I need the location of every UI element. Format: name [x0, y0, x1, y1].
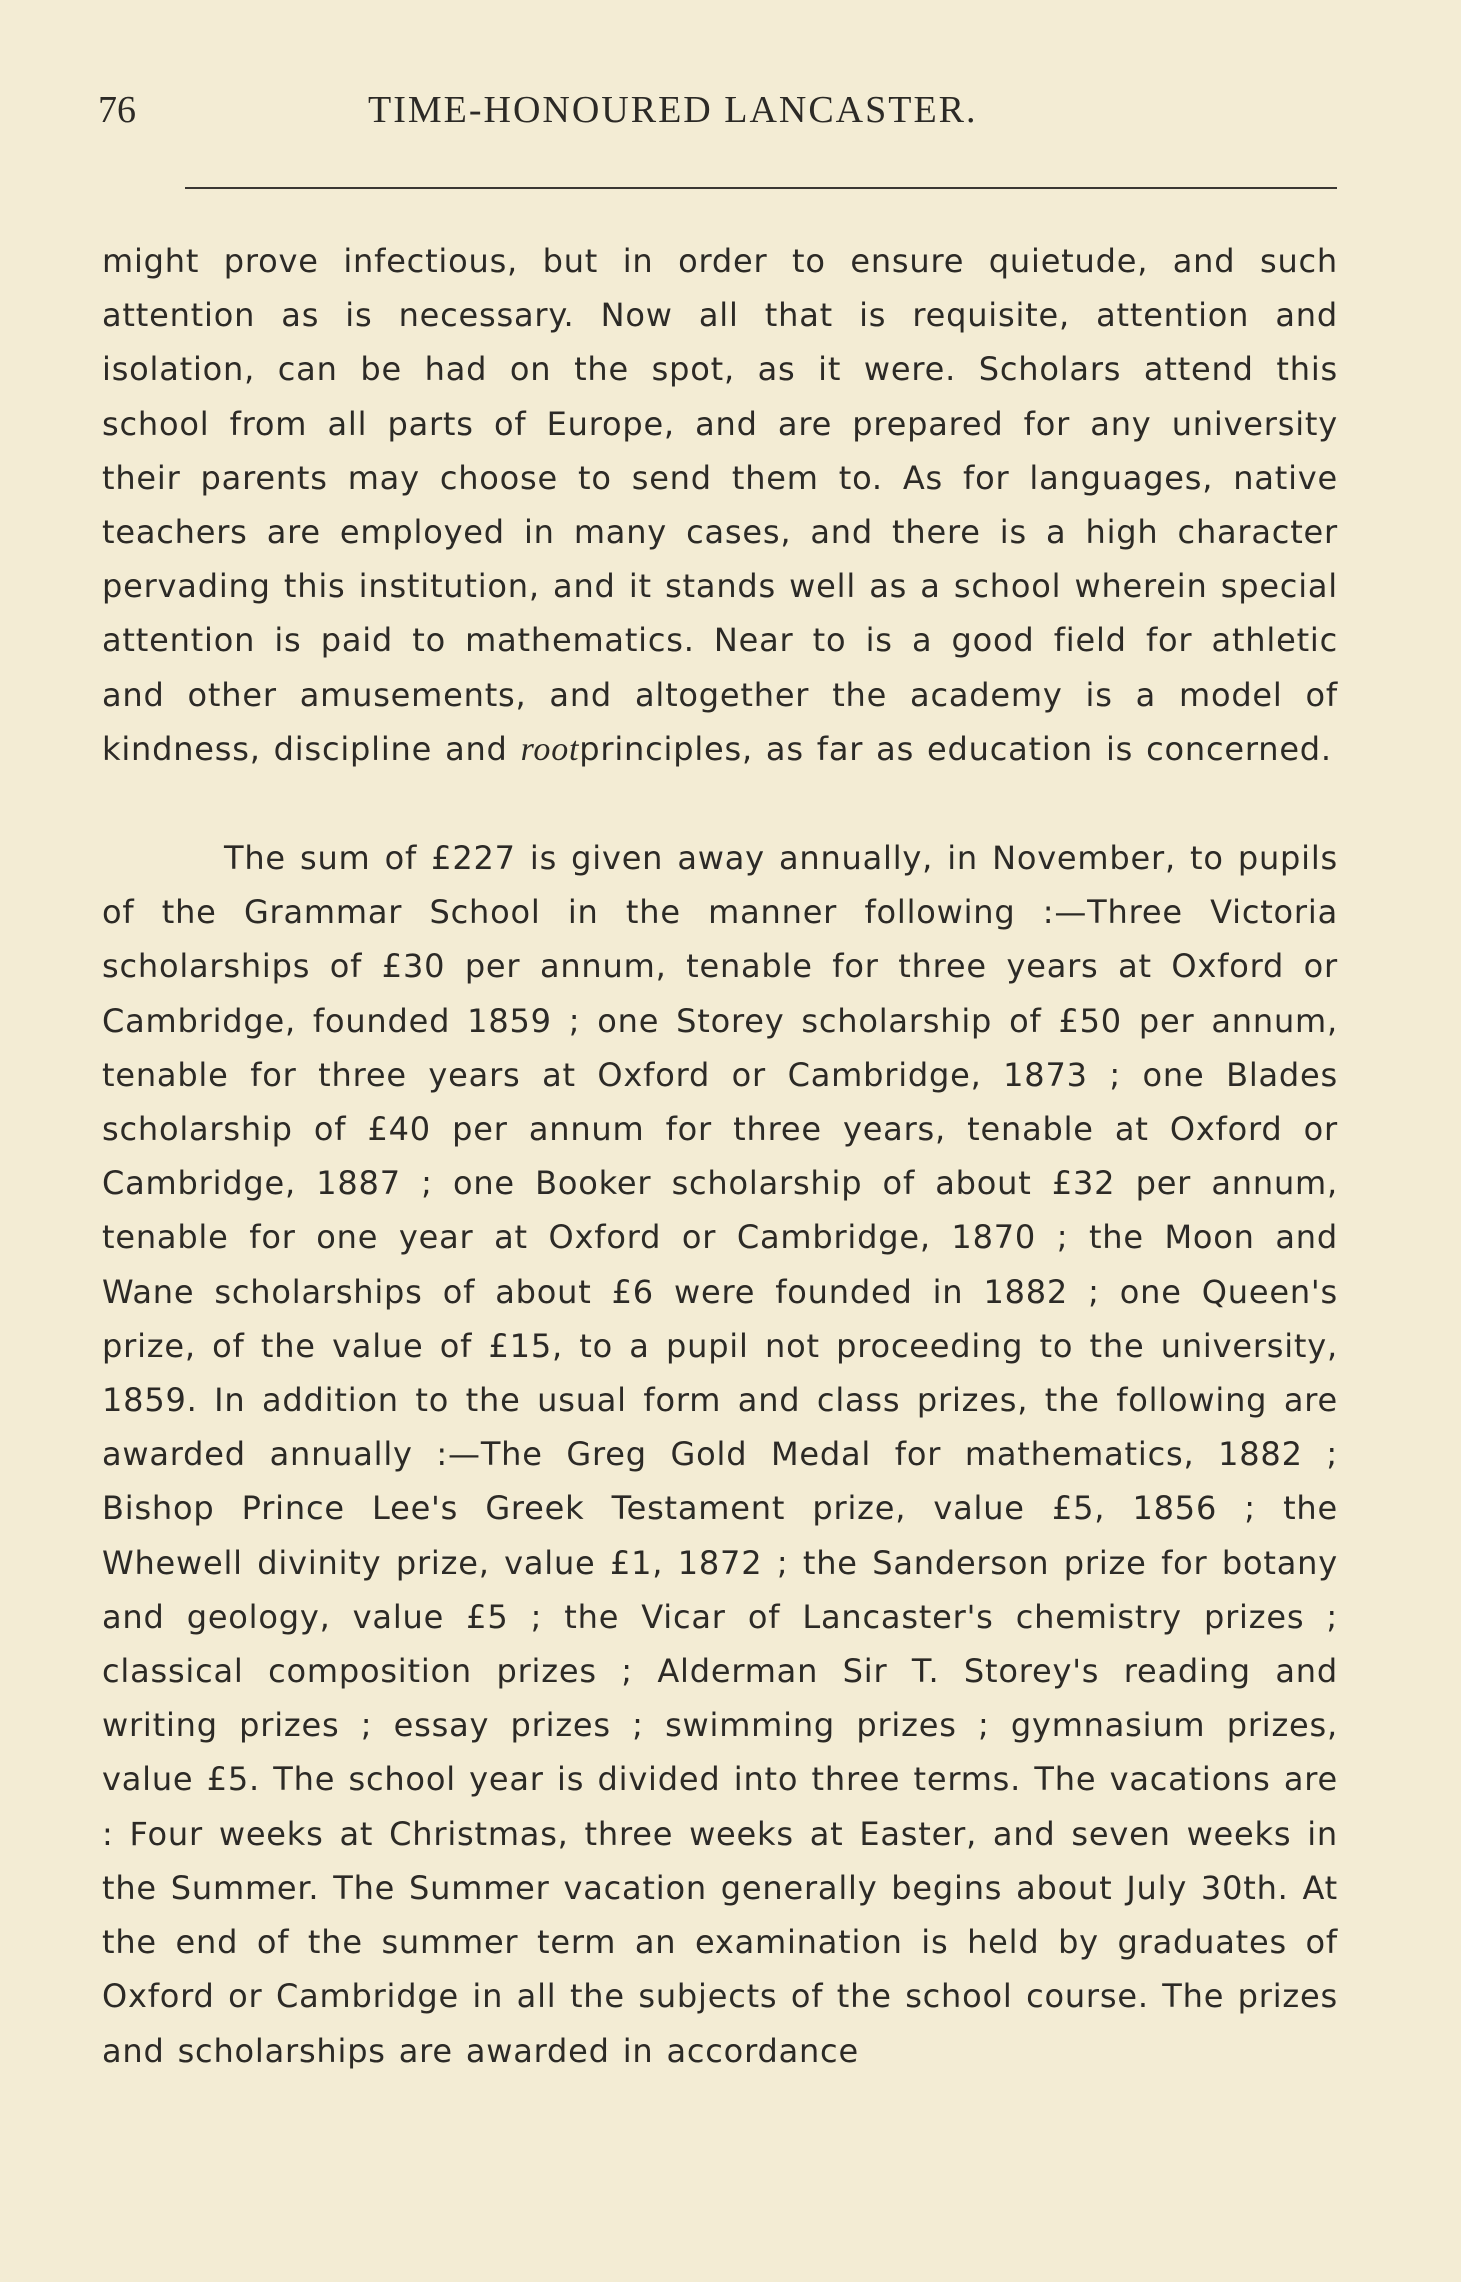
running-title: TIME-HONOURED LANCASTER. [368, 89, 978, 131]
page-number: 76 [98, 89, 136, 131]
paragraph [102, 234, 1338, 777]
header-rule [185, 187, 1337, 189]
paragraph-text: might prove infectious, but in order to ensure quietude, and such attention as is necessary. Now all that is requisite, attention and isolation, can be had on the spot, as it were. Scholars attend this school from all parts of Europe, and are prepared for any university their parents may choose to send them to. As for languages, native teachers are employed in many cases, and there is a high character pervading this institution, and it stands well as a school wherein special attention is paid to mathematics. Near to is a good field for athletic and other amusements, and altogether the academy is a model of kindness, discipline and [102, 242, 1338, 768]
paragraph-text: principles, as far as education is concerned. [579, 729, 1332, 768]
paragraph: The sum of £227 is given away annually, in November, to pupils of the Grammar School in the manner following :—Three Victoria scholarships of £30 per annum, tenable for three years at Oxford or Cambridge, founded 1859 ; one Storey scholarship of £50 per annum, tenable for three years at Oxford or Cambridge, 1873 ; one Blades scholarship of £40 per annum for three years, tenable at Oxford or Cambridge, 1887 ; one Booker scholarship of about £32 per annum, tenable for one year at Oxford or Cambridge, 1870 ; the Moon and Wane scholarships of about £6 were founded in 1882 ; one Queen's prize, of the value of £15, to a pupil not proceeding to the university, 1859. In addition to the usual form and class prizes, the following are awarded annually :—The Greg Gold Medal for mathematics, 1882 ; Bishop Prince Lee's Greek Testament prize, value £5, 1856 ; the Whewell divinity prize, value £1, 1872 ; the Sanderson prize for botany and geology, value £5 ; the Vicar of Lancaster's chemistry prizes ; classical composition prizes ; Alderman Sir T. Storey's reading and writing prizes ; essay prizes ; swimming prizes ; gymnasium prizes, value £5. The school year is divided into three terms. The vacations are : Four weeks at Christmas, three weeks at Easter, and seven weeks in the Summer. The Summer vacation generally begins about July 30th. At the end of the summer term an examination is held by graduates of Oxford or Cambridge in all the subjects of the school course. The prizes and scholarships are awarded in accordance [102, 839, 1338, 2070]
body-text [102, 234, 1338, 2078]
italic-word: root [520, 730, 580, 768]
running-head [98, 88, 1336, 138]
